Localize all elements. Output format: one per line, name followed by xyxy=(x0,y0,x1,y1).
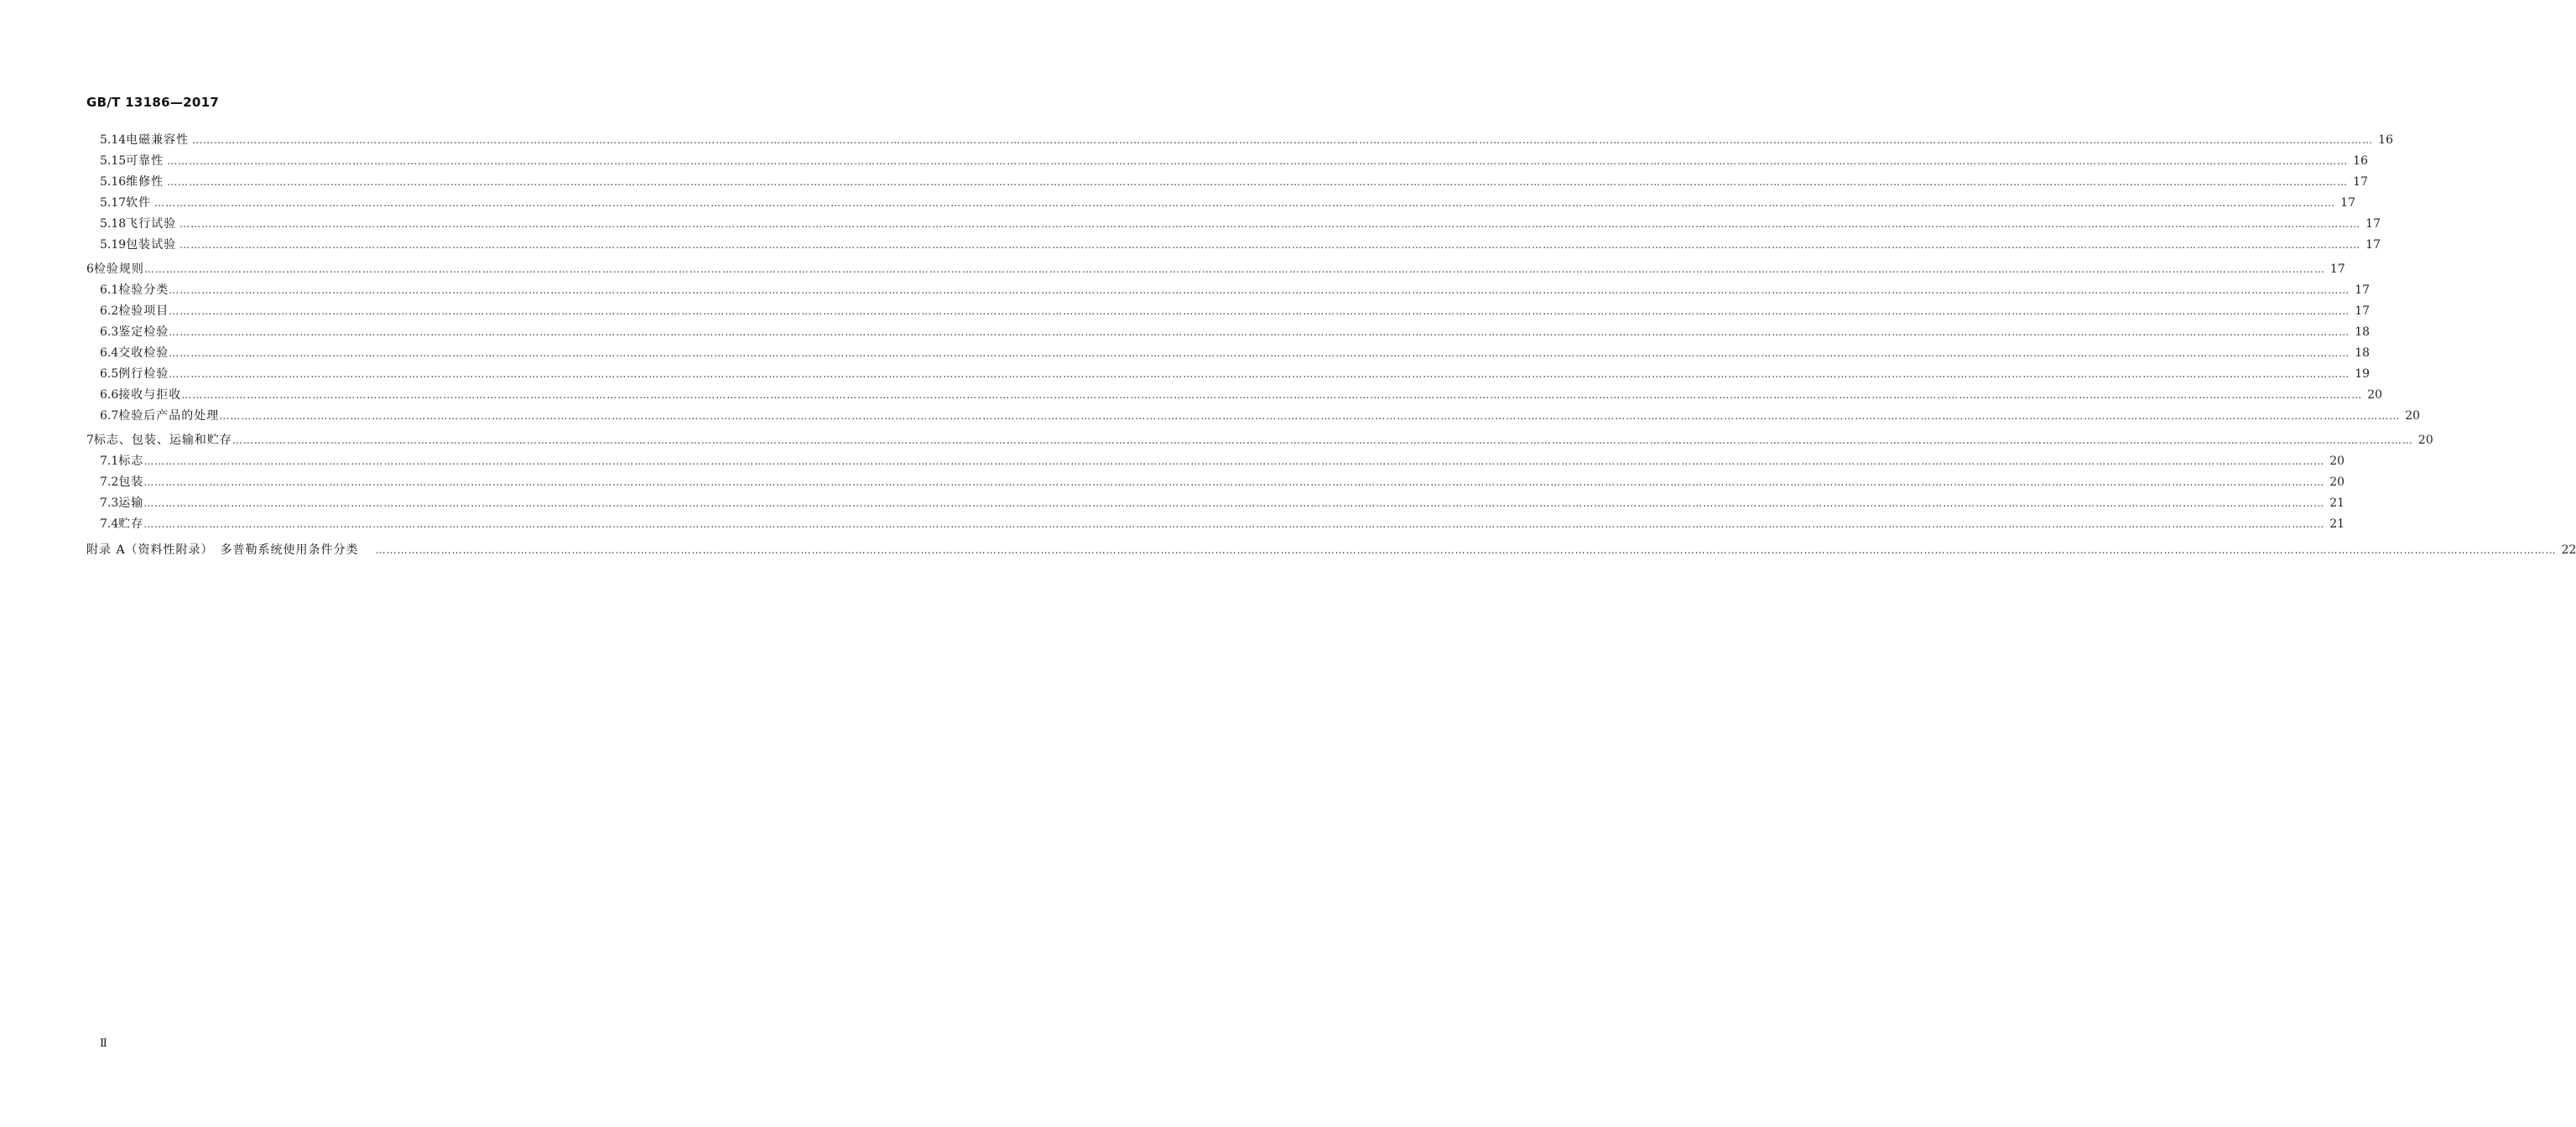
toc-page: 17 xyxy=(2355,283,2370,297)
toc-entry-7-1[interactable] xyxy=(100,454,2345,469)
toc-title: 附录 A（资料性附录） 多普勒系统使用条件分类 xyxy=(86,543,359,557)
toc-leader: …………………………………………………………………………………………………………………………………………………………………………………………………………………………………………………………………………………………………………………………………………………………………………………………………………………………………………………………………………………………………………………………………………………… xyxy=(167,176,2349,188)
toc-number: 7.4 xyxy=(100,517,119,531)
toc-page: 17 xyxy=(2365,238,2381,252)
toc-entry-6-6[interactable] xyxy=(100,387,2383,402)
toc-entry-6[interactable] xyxy=(86,262,2345,277)
toc-title: 电磁兼容性 xyxy=(126,133,190,147)
toc-entry-6-4[interactable] xyxy=(100,345,2370,361)
toc-title: 包装 xyxy=(118,475,144,489)
toc-number: 7 xyxy=(86,434,94,447)
toc-entry-5-19[interactable] xyxy=(100,237,2381,252)
toc-page: 20 xyxy=(2417,434,2433,447)
toc-leader: …………………………………………………………………………………………………………………………………………………………………………………………………………………………………………………………………………………………………………………………………………………………………………………………………………………………………………………………………………………………………………………………………………………… xyxy=(180,218,2361,230)
toc-title: 接收与拒收 xyxy=(118,388,182,402)
toc-number: 5.16 xyxy=(100,175,127,189)
toc-title: 贮存 xyxy=(118,517,144,531)
toc-title: 检验项目 xyxy=(118,304,169,318)
toc-title: 运输 xyxy=(118,496,144,510)
toc-page: 20 xyxy=(2329,454,2345,468)
toc-page: 21 xyxy=(2329,517,2345,531)
toc-entry-5-18[interactable] xyxy=(100,216,2381,231)
toc-page: 20 xyxy=(2329,475,2345,489)
toc-number: 7.3 xyxy=(100,496,119,510)
toc-title: 软件 xyxy=(126,196,152,210)
toc-number: 6.4 xyxy=(100,346,119,360)
toc-leader: …………………………………………………………………………………………………………………………………………………………………………………………………………………………………………………………………………………………………………………………………………………………………………………………………………………………………………………………………………………………………………………………………………………… xyxy=(169,305,2350,317)
toc-number: 6 xyxy=(86,262,94,276)
toc-number: 6.7 xyxy=(100,409,119,423)
toc-entry-5-14[interactable] xyxy=(100,132,2393,148)
toc-leader: …………………………………………………………………………………………………………………………………………………………………………………………………………………………………………………………………………………………………………………………………………………………………………………………………………………………………………………………………………………………………………………………………………………… xyxy=(180,239,2361,251)
toc-page: 17 xyxy=(2365,217,2381,231)
toc-leader: …………………………………………………………………………………………………………………………………………………………………………………………………………………………………………………………………………………………………………………………………………………………………………………………………………………………………………………………………………………………………………………………………………………… xyxy=(143,476,2325,488)
toc-page: 18 xyxy=(2355,346,2370,360)
toc-title: 鉴定检验 xyxy=(118,325,169,339)
toc-number: 5.15 xyxy=(100,154,127,168)
toc-leader: …………………………………………………………………………………………………………………………………………………………………………………………………………………………………………………………………………………………………………………………………………………………………………………………………………………………………………………………………………………………………………………………………………………… xyxy=(154,197,2336,209)
toc-title: 维修性 xyxy=(126,175,164,189)
toc-number: 6.1 xyxy=(100,283,119,297)
toc-entry-6-2[interactable] xyxy=(100,304,2370,319)
toc-leader: …………………………………………………………………………………………………………………………………………………………………………………………………………………………………………………………………………………………………………………………………………………………………………………………………………………………………………………………………………………………………………………………………………………… xyxy=(143,455,2325,467)
toc-page: 21 xyxy=(2329,496,2345,510)
toc-title: 飞行试验 xyxy=(126,217,177,231)
toc-entry-7-3[interactable] xyxy=(100,496,2345,511)
toc-leader: …………………………………………………………………………………………………………………………………………………………………………………………………………………………………………………………………………………………………………………………………………………………………………………………………………………………………………………………………………………………………………………………………………………… xyxy=(143,497,2325,509)
toc-entry-5-15[interactable] xyxy=(100,153,2368,169)
toc-title: 例行检验 xyxy=(118,367,169,381)
toc-number: 6.6 xyxy=(100,388,119,402)
toc-entry-6-5[interactable] xyxy=(100,366,2370,382)
toc-number: 5.17 xyxy=(100,196,127,210)
toc-leader: …………………………………………………………………………………………………………………………………………………………………………………………………………………………………………………………………………………………………………………………………………………………………………………………………………………………………………………………………………………………………………………………………………………… xyxy=(169,284,2350,296)
toc-leader: …………………………………………………………………………………………………………………………………………………………………………………………………………………………………………………………………………………………………………………………………………………………………………………………………………………………………………………………………………………………………………………………………………………… xyxy=(219,410,2401,422)
toc-leader: …………………………………………………………………………………………………………………………………………………………………………………………………………………………………………………………………………………………………………………………………………………………………………………………………………………………………………………………………………………………………………………………………………………… xyxy=(167,155,2349,167)
toc-entry-7-4[interactable] xyxy=(100,517,2345,532)
toc-page: 22 xyxy=(2561,543,2576,557)
toc-page: 18 xyxy=(2355,325,2370,339)
toc-number: 6.5 xyxy=(100,367,119,381)
toc-number: 6.2 xyxy=(100,304,119,318)
toc-page: 20 xyxy=(2405,409,2421,423)
toc-page: 16 xyxy=(2353,154,2368,168)
toc-entry-appendix-a[interactable] xyxy=(86,543,2576,558)
toc-number: 7.1 xyxy=(100,454,119,468)
toc-page: 17 xyxy=(2355,304,2370,318)
toc-title: 标志 xyxy=(118,454,144,468)
toc-number: 5.14 xyxy=(100,133,127,147)
toc-entry-6-7[interactable] xyxy=(100,408,2421,423)
toc-title: 检验规则 xyxy=(93,262,144,276)
toc-leader: …………………………………………………………………………………………………………………………………………………………………………………………………………………………………………………………………………………………………………………………………………………………………………………………………………………………………………………………………………………………………………………………………………………… xyxy=(169,326,2350,338)
toc-leader: …………………………………………………………………………………………………………………………………………………………………………………………………………………………………………………………………………………………………………………………………………………………………………………………………………………………………………………………………………………………………………………………………………………… xyxy=(169,347,2350,359)
toc-page: 19 xyxy=(2355,367,2370,381)
toc-entry-7[interactable] xyxy=(86,433,2433,448)
toc-title: 交收检验 xyxy=(118,346,169,360)
toc-page: 16 xyxy=(2378,133,2393,147)
toc-number: 7.2 xyxy=(100,475,119,489)
standard-number: GB/T 13186—2017 xyxy=(86,95,220,110)
toc-title: 检验分类 xyxy=(118,283,169,297)
toc-entry-6-3[interactable] xyxy=(100,325,2370,340)
toc-title: 标志、包装、运输和贮存 xyxy=(93,434,232,447)
toc-entry-5-16[interactable] xyxy=(100,174,2368,190)
toc-leader: …………………………………………………………………………………………………………………………………………………………………………………………………………………………………………………………………………………………………………………………………………………………………………………………………………………………………………………………………………………………………………………………………………………… xyxy=(143,263,2325,275)
toc-title: 可靠性 xyxy=(126,154,164,168)
toc-leader: …………………………………………………………………………………………………………………………………………………………………………………………………………………………………………………………………………………………………………………………………………………………………………………………………………………………………………………………………………………………………………………………………………………… xyxy=(375,544,2557,556)
toc-page: 17 xyxy=(2329,262,2345,276)
toc-leader: …………………………………………………………………………………………………………………………………………………………………………………………………………………………………………………………………………………………………………………………………………………………………………………………………………………………………………………………………………………………………………………………………………………… xyxy=(192,134,2374,146)
toc-leader: …………………………………………………………………………………………………………………………………………………………………………………………………………………………………………………………………………………………………………………………………………………………………………………………………………………………………………………………………………………………………………………………………………………… xyxy=(181,389,2363,401)
toc-number: 5.18 xyxy=(100,217,127,231)
page-number: Ⅱ xyxy=(100,1037,107,1050)
toc-page: 17 xyxy=(2340,196,2355,210)
toc-title: 检验后产品的处理 xyxy=(118,409,220,423)
toc-title: 包装试验 xyxy=(126,238,177,252)
toc-page: 20 xyxy=(2367,388,2383,402)
toc-leader: …………………………………………………………………………………………………………………………………………………………………………………………………………………………………………………………………………………………………………………………………………………………………………………………………………………………………………………………………………………………………………………………………………………… xyxy=(232,434,2413,446)
toc-entry-5-17[interactable] xyxy=(100,195,2355,210)
toc-number: 5.19 xyxy=(100,238,127,252)
toc-page: 17 xyxy=(2353,175,2368,189)
toc-leader: …………………………………………………………………………………………………………………………………………………………………………………………………………………………………………………………………………………………………………………………………………………………………………………………………………………………………………………………………………………………………………………………………………………… xyxy=(169,368,2350,380)
toc-number: 6.3 xyxy=(100,325,119,339)
toc-entry-6-1[interactable] xyxy=(100,283,2370,298)
toc-leader: …………………………………………………………………………………………………………………………………………………………………………………………………………………………………………………………………………………………………………………………………………………………………………………………………………………………………………………………………………………………………………………………………………………… xyxy=(143,518,2325,530)
toc-entry-7-2[interactable] xyxy=(100,475,2345,490)
